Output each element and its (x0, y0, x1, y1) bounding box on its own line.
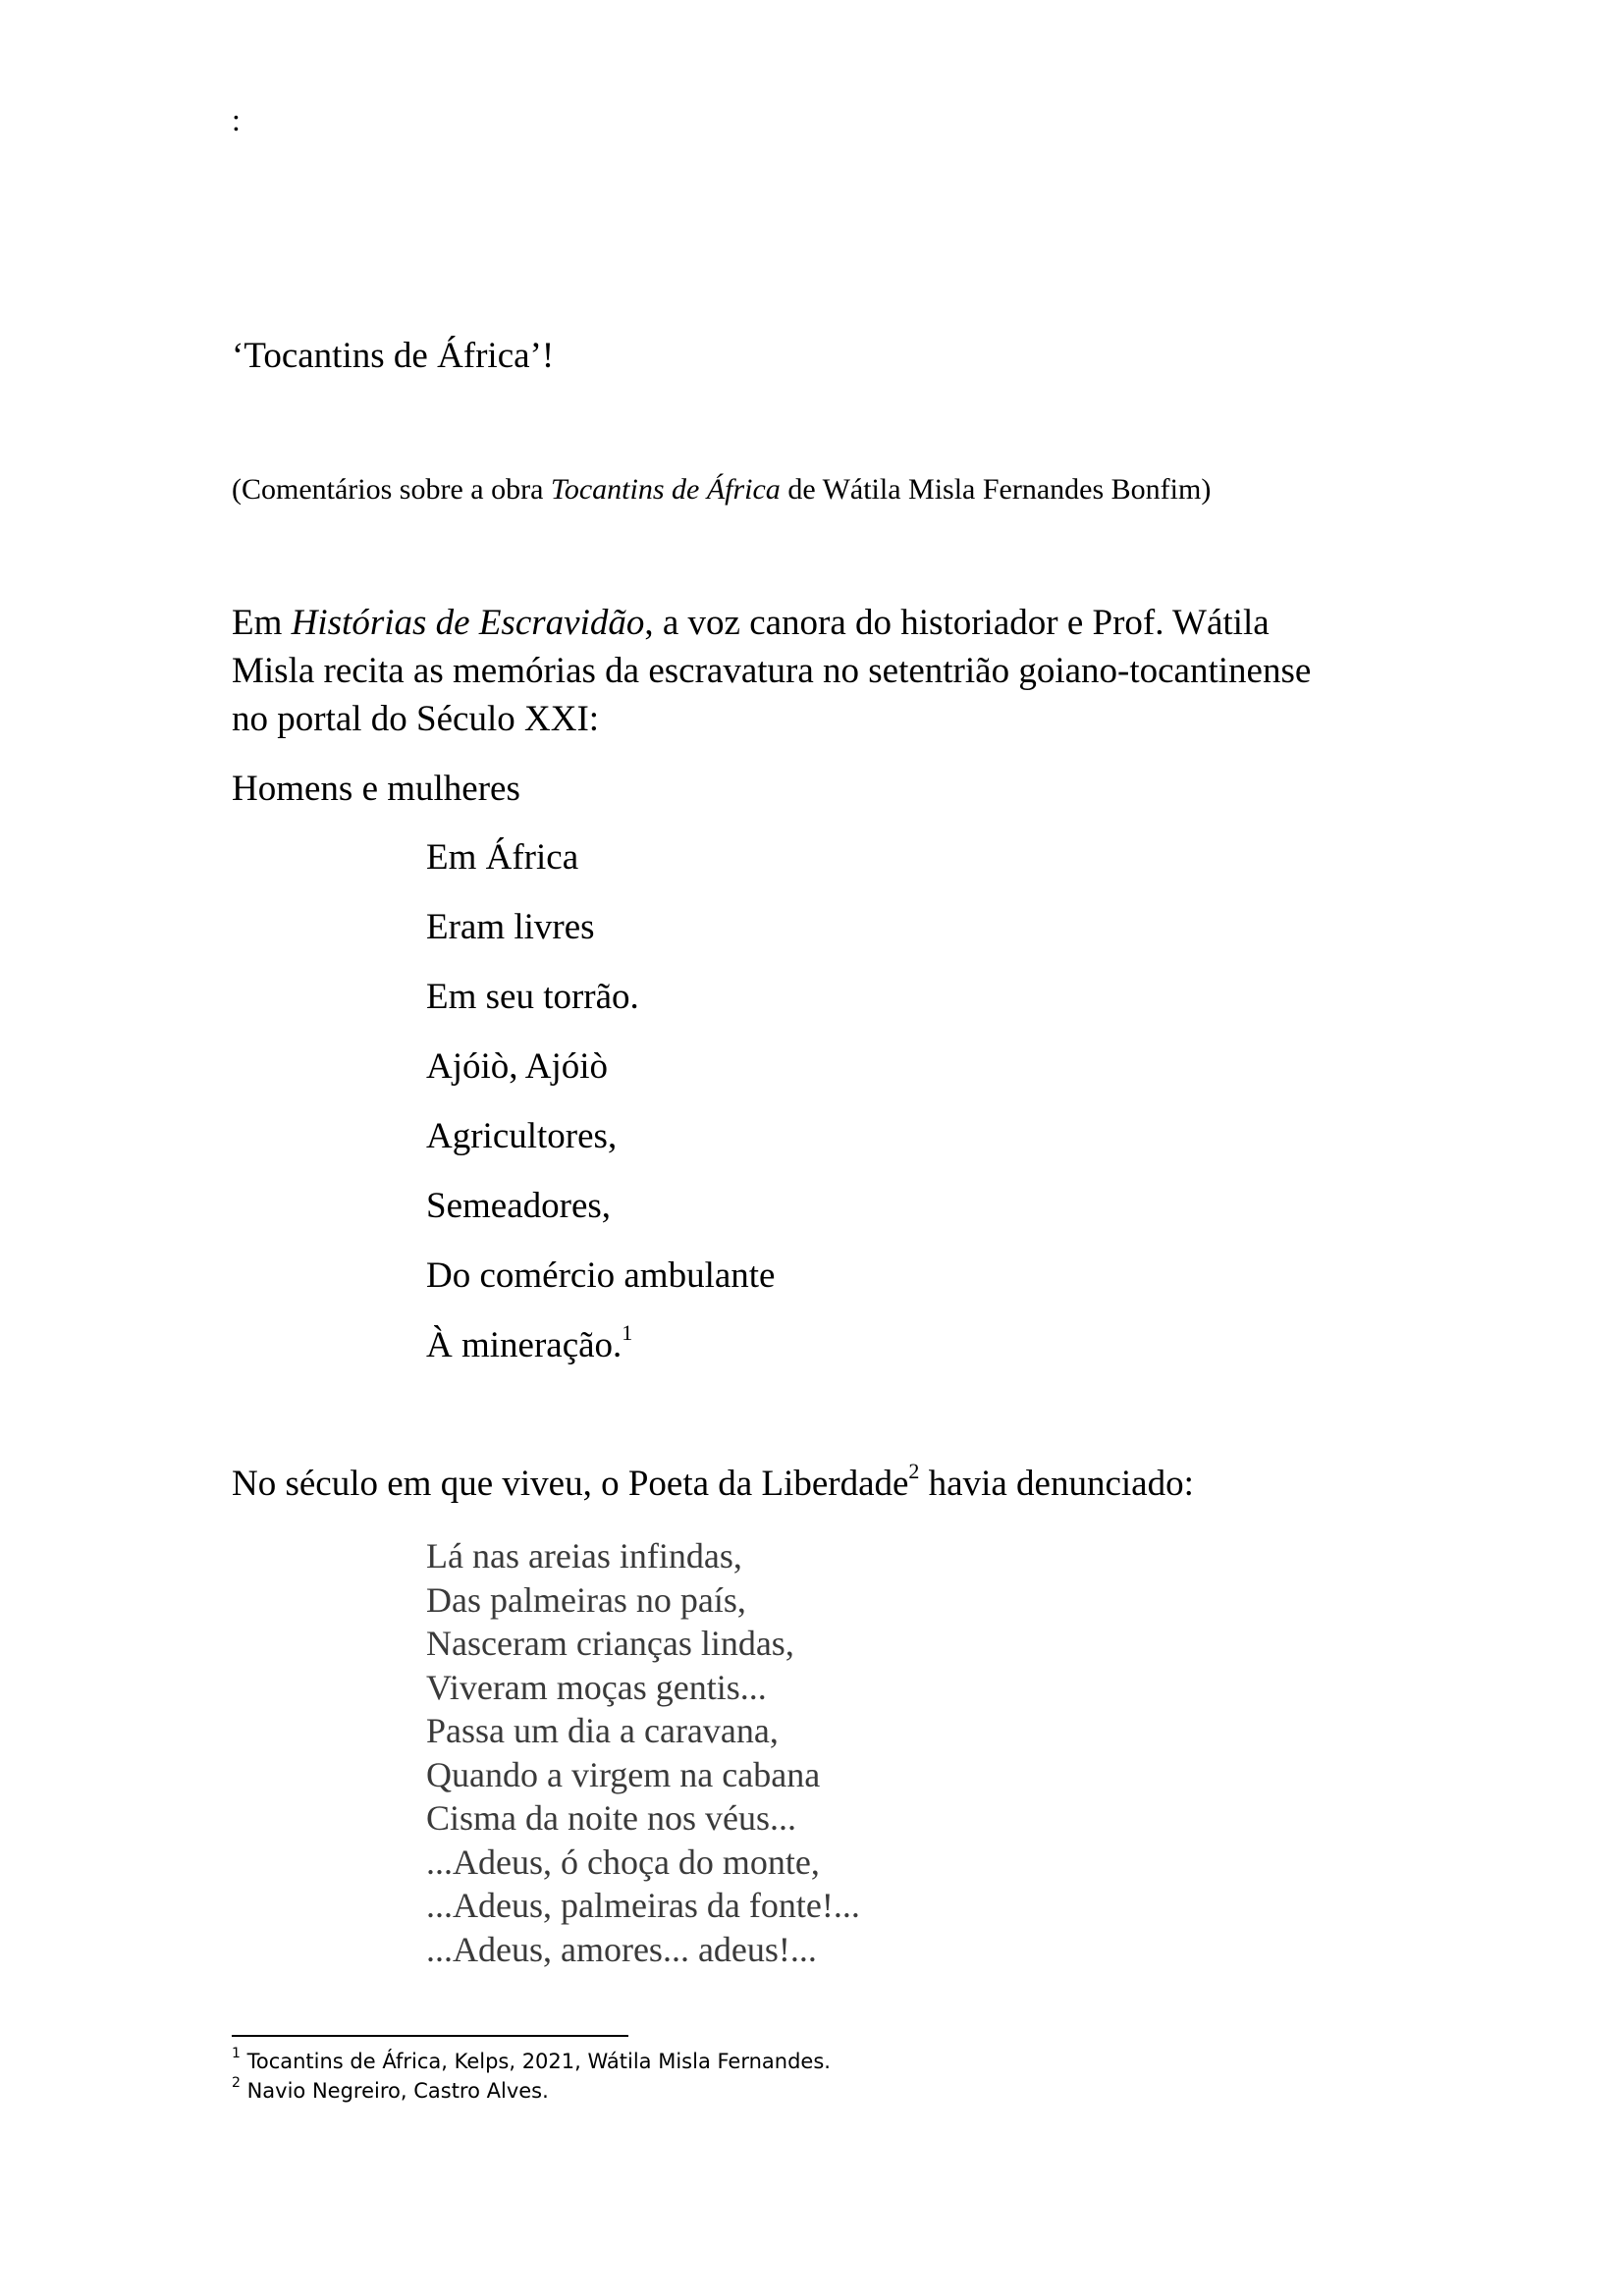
footnote-2-number: 2 (232, 2075, 241, 2091)
poem-1-verse-last (426, 1319, 775, 1393)
footnote-2 (232, 2076, 831, 2106)
intro-paragraph (232, 599, 1410, 743)
poem-2-verse: ...Adeus, ó choça do monte, (426, 1842, 820, 1882)
subtitle (232, 471, 1211, 508)
poem-2-verse: Cisma da noite nos véus... (426, 1798, 796, 1838)
poem-2-lead-before: No século em que viveu, o Poeta da Liberdade (232, 1464, 909, 1504)
footnote-ref-1[interactable]: 1 (622, 1319, 633, 1345)
footnote-2-text: Navio Negreiro, Castro Alves. (240, 2079, 549, 2103)
subtitle-book-title: Tocantins de África (550, 473, 781, 506)
intro-line-1-before: Em (232, 603, 292, 643)
poem-1-verse: Em seu torrão. (426, 977, 639, 1017)
poem-2-verse: Passa um dia a caravana, (426, 1711, 779, 1750)
poem-2-verse: Das palmeiras no país, (426, 1579, 746, 1620)
poem-1-verse: Eram livres (426, 907, 595, 947)
poem-1-verse: Do comércio ambulante (426, 1255, 776, 1296)
footnote-1-text: Tocantins de África, Kelps, 2021, Wátila Misla Fernandes. (240, 2050, 831, 2073)
intro-line-2: Misla recita as memórias da escravatura no setentrião goiano-tocantinense (232, 651, 1312, 691)
footnote-1-number: 1 (232, 2046, 241, 2061)
intro-line-3: no portal do Século XXI: (232, 699, 600, 739)
poem-2-verse: Nasceram crianças lindas, (426, 1624, 794, 1663)
poem-1-verse: Em África (426, 837, 579, 878)
subtitle-text-before: (Comentários sobre a obra (232, 473, 551, 506)
poem-1-verse: Semeadores, (426, 1186, 612, 1226)
footnote-1 (232, 2047, 831, 2076)
page-title: ‘Tocantins de África’! (232, 336, 555, 376)
poem-1-verse: Ajóiò, Ajóiò (426, 1046, 609, 1087)
poem-2-verse: ...Adeus, palmeiras da fonte!... (426, 1886, 860, 1925)
poem-1-verse-last-text: À mineração. (426, 1325, 623, 1365)
intro-book-title: Histórias de Escravidão (291, 603, 645, 643)
poem-1-lead-line: Homens e mulheres (232, 769, 520, 809)
poem-2-verse: Quando a virgem na cabana (426, 1754, 821, 1794)
footnote-ref-2[interactable]: 2 (908, 1458, 920, 1483)
poem-1-verses (426, 835, 775, 1393)
poem-2-lead-after: havia denunciado: (919, 1464, 1194, 1504)
subtitle-text-after: de Wátila Misla Fernandes Bonfim) (780, 473, 1212, 506)
footnotes (232, 2047, 831, 2106)
poem-2-verse: Lá nas areias infindas, (426, 1536, 742, 1575)
footnote-separator (232, 2035, 628, 2037)
poem-2-verses (426, 1534, 860, 1971)
poem-1-verse: Agricultores, (426, 1116, 618, 1156)
poem-2-lead-line (232, 1458, 1194, 1507)
poem-2-verse: Viveram moças gentis... (426, 1667, 767, 1707)
intro-line-1 (232, 599, 1410, 647)
poem-2-verse: ...Adeus, amores... adeus!... (426, 1929, 817, 1969)
header-mark: : (232, 102, 241, 137)
intro-line-1-after: , a voz canora do historiador e Prof. Wátila (644, 603, 1270, 643)
